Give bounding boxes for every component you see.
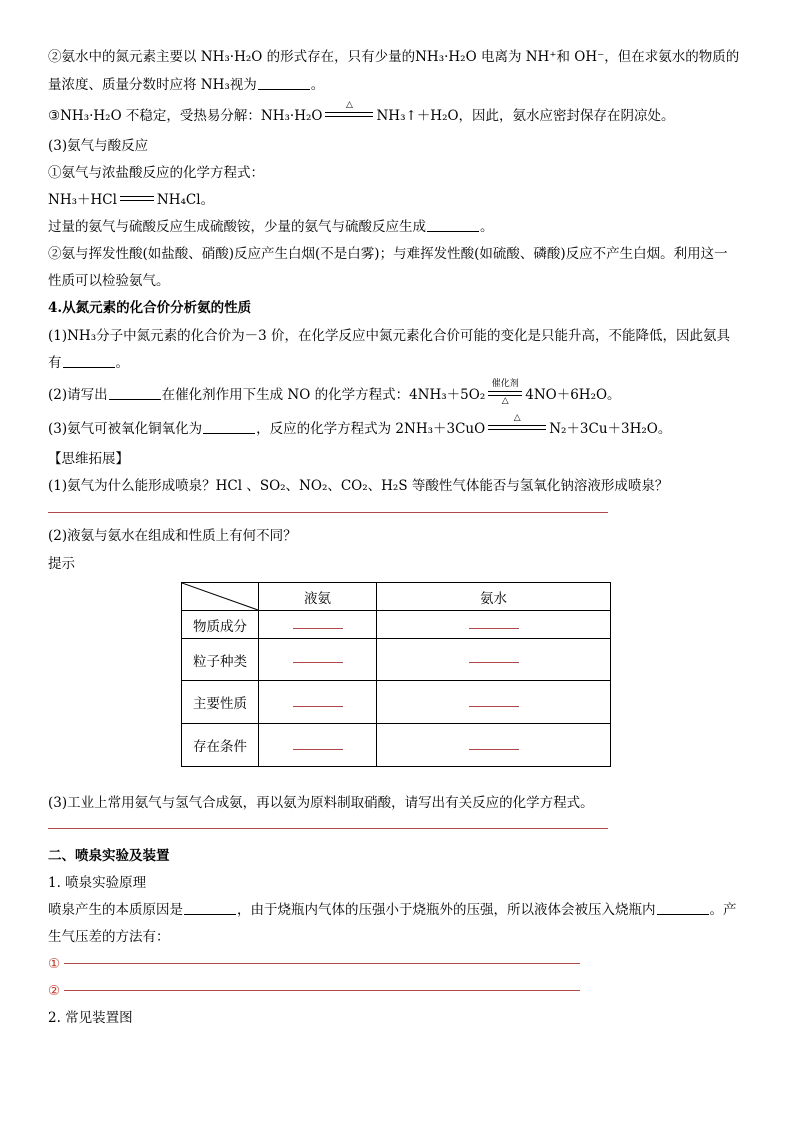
table-cell-blank[interactable]	[377, 681, 611, 724]
text: NH₃↑＋H₂O，因此，氨水应密封保存在阴凉处。	[376, 108, 675, 124]
fill-blank[interactable]	[203, 421, 255, 434]
fill-blank[interactable]	[184, 902, 236, 915]
method-1-marker	[48, 955, 60, 973]
table-cell-blank[interactable]	[259, 724, 377, 767]
answer-line[interactable]	[48, 828, 608, 829]
text: 。	[310, 77, 325, 93]
equation-arrow	[488, 379, 522, 406]
hint-label	[48, 555, 75, 573]
table-corner-cell	[182, 583, 259, 611]
paragraph-sulfuric	[48, 218, 494, 236]
paragraph-principle-1	[48, 901, 737, 919]
text: ①氨气与浓盐酸反应的化学方程式：	[48, 165, 264, 181]
table-header-ammonia-water: 氨水	[377, 583, 611, 611]
answer-line[interactable]	[64, 990, 580, 991]
heading-valence	[48, 299, 251, 317]
question-fountain	[48, 477, 668, 495]
text: 过量的氨气与硫酸反应生成硫酸铵，少量的氨气与硫酸反应生成	[48, 219, 426, 235]
paragraph-decomposition	[48, 100, 675, 125]
text: 1. 喷泉实验原理	[48, 875, 147, 891]
text: 4.从氮元素的化合价分析氨的性质	[48, 300, 252, 316]
text: 有	[48, 355, 62, 371]
paragraph-valence-1	[48, 327, 730, 345]
equation-nh4cl	[48, 191, 214, 209]
text: (1)氨气为什么能形成喷泉？HCl 、SO₂、NO₂、CO₂、H₂S 等酸性气体能否与氢氧化钠溶液形成喷泉？	[48, 478, 669, 494]
document-page	[48, 0, 748, 1123]
text: ①	[48, 956, 61, 972]
table-cell-blank[interactable]	[377, 724, 611, 767]
condition-heat: △	[501, 396, 509, 406]
equation-arrow	[488, 413, 546, 430]
heading-ammonia-acid	[48, 137, 148, 155]
heading-fountain-experiment	[48, 847, 170, 865]
fill-blank[interactable]	[427, 219, 479, 232]
table-row-label: 粒子种类	[182, 639, 259, 681]
condition-catalyst: 催化剂	[491, 379, 519, 389]
table-row-label: 物质成分	[182, 611, 259, 639]
text: 【思维拓展】	[48, 451, 129, 467]
method-2-marker	[48, 982, 60, 1000]
text: 。产	[709, 902, 737, 918]
text: NH₄Cl。	[156, 192, 215, 208]
answer-line[interactable]	[64, 963, 580, 964]
heading-fountain-principle	[48, 874, 146, 892]
paragraph-principle-2	[48, 928, 170, 946]
text: 二、喷泉实验及装置	[48, 848, 170, 864]
answer-line[interactable]	[48, 512, 608, 513]
text: N₂＋3Cu＋3H₂O。	[549, 421, 672, 437]
condition-heat: △	[513, 413, 521, 423]
text: (3)氨气与酸反应	[48, 138, 149, 154]
paragraph-ammonia-water-1	[48, 48, 739, 66]
text: ②	[48, 983, 61, 999]
paragraph-ammonia-water-2	[48, 76, 324, 94]
paragraph-valence-2	[48, 354, 129, 372]
fill-blank[interactable]	[657, 902, 709, 915]
equation-arrow	[325, 100, 373, 117]
heading-apparatus	[48, 1009, 133, 1027]
condition-heat: △	[346, 100, 353, 110]
table-cell-blank[interactable]	[259, 681, 377, 724]
text: 性质可以检验氨气。	[48, 273, 170, 289]
text: (3)工业上常用氨气与氢气合成氨，再以氨为原料制取硝酸，请写出有关反应的化学方程式。	[48, 795, 594, 811]
text: (1)NH₃分子中氮元素的化合价为－3 价，在化学反应中氮元素化合价可能的变化是只能升高，不能降低，因此氨具	[48, 328, 730, 344]
paragraph-hcl-reaction	[48, 164, 264, 182]
text: NH₃＋HCl	[48, 192, 117, 208]
diagonal-line	[182, 583, 258, 610]
text: 在催化剂作用下生成 NO 的化学方程式：4NH₃＋5O₂	[161, 387, 486, 403]
text: 量浓度、质量分数时应将 NH₃视为	[48, 77, 257, 93]
table-header-liquid-ammonia: 液氨	[259, 583, 377, 611]
heading-think-extension	[48, 450, 129, 468]
text: 喷泉产生的本质原因是	[48, 902, 183, 918]
table-cell-blank[interactable]	[259, 639, 377, 681]
table-row-label: 主要性质	[182, 681, 259, 724]
text: ②氨与挥发性酸(如盐酸、硝酸)反应产生白烟(不是白雾)；与难挥发性酸(如硫酸、磷酸)反应不产生白烟。利用这一	[48, 246, 728, 262]
text: ②氨水中的氮元素主要以 NH₃·H₂O 的形式存在，只有少量的NH₃·H₂O 电离为 NH⁺和 OH⁻，但在求氨水的物质的	[48, 49, 740, 65]
table-cell-blank[interactable]	[259, 611, 377, 639]
table-cell-blank[interactable]	[377, 611, 611, 639]
comparison-table	[181, 582, 611, 767]
fill-blank[interactable]	[258, 77, 310, 90]
text: ③NH₃·H₂O 不稳定，受热易分解：NH₃·H₂O	[48, 108, 323, 124]
fill-blank[interactable]	[109, 387, 161, 400]
paragraph-white-smoke-1	[48, 245, 728, 263]
table-cell-blank[interactable]	[377, 639, 611, 681]
text: ，由于烧瓶内气体的压强小于烧瓶外的压强，所以液体会被压入烧瓶内	[237, 902, 656, 918]
text: 2. 常见装置图	[48, 1010, 133, 1026]
paragraph-catalytic-oxidation	[48, 379, 621, 406]
text: ，反应的化学方程式为 2NH₃＋3CuO	[256, 421, 486, 437]
text: (3)氨气可被氧化铜氧化为	[48, 421, 203, 437]
text: 提示	[48, 556, 75, 572]
question-nitric-acid	[48, 794, 594, 812]
question-liquid-ammonia	[48, 527, 297, 545]
text: 生气压差的方法有：	[48, 929, 170, 945]
table-row-label: 存在条件	[182, 724, 259, 767]
fill-blank[interactable]	[63, 355, 115, 368]
text: (2)请写出	[48, 387, 108, 403]
equation-arrow	[120, 196, 154, 201]
paragraph-white-smoke-2	[48, 272, 170, 290]
text: 。	[115, 355, 129, 371]
text: 4NO＋6H₂O。	[525, 387, 621, 403]
text: (2)液氨与氨水在组成和性质上有何不同？	[48, 528, 297, 544]
paragraph-cuo-reaction	[48, 413, 672, 438]
text: 。	[480, 219, 494, 235]
